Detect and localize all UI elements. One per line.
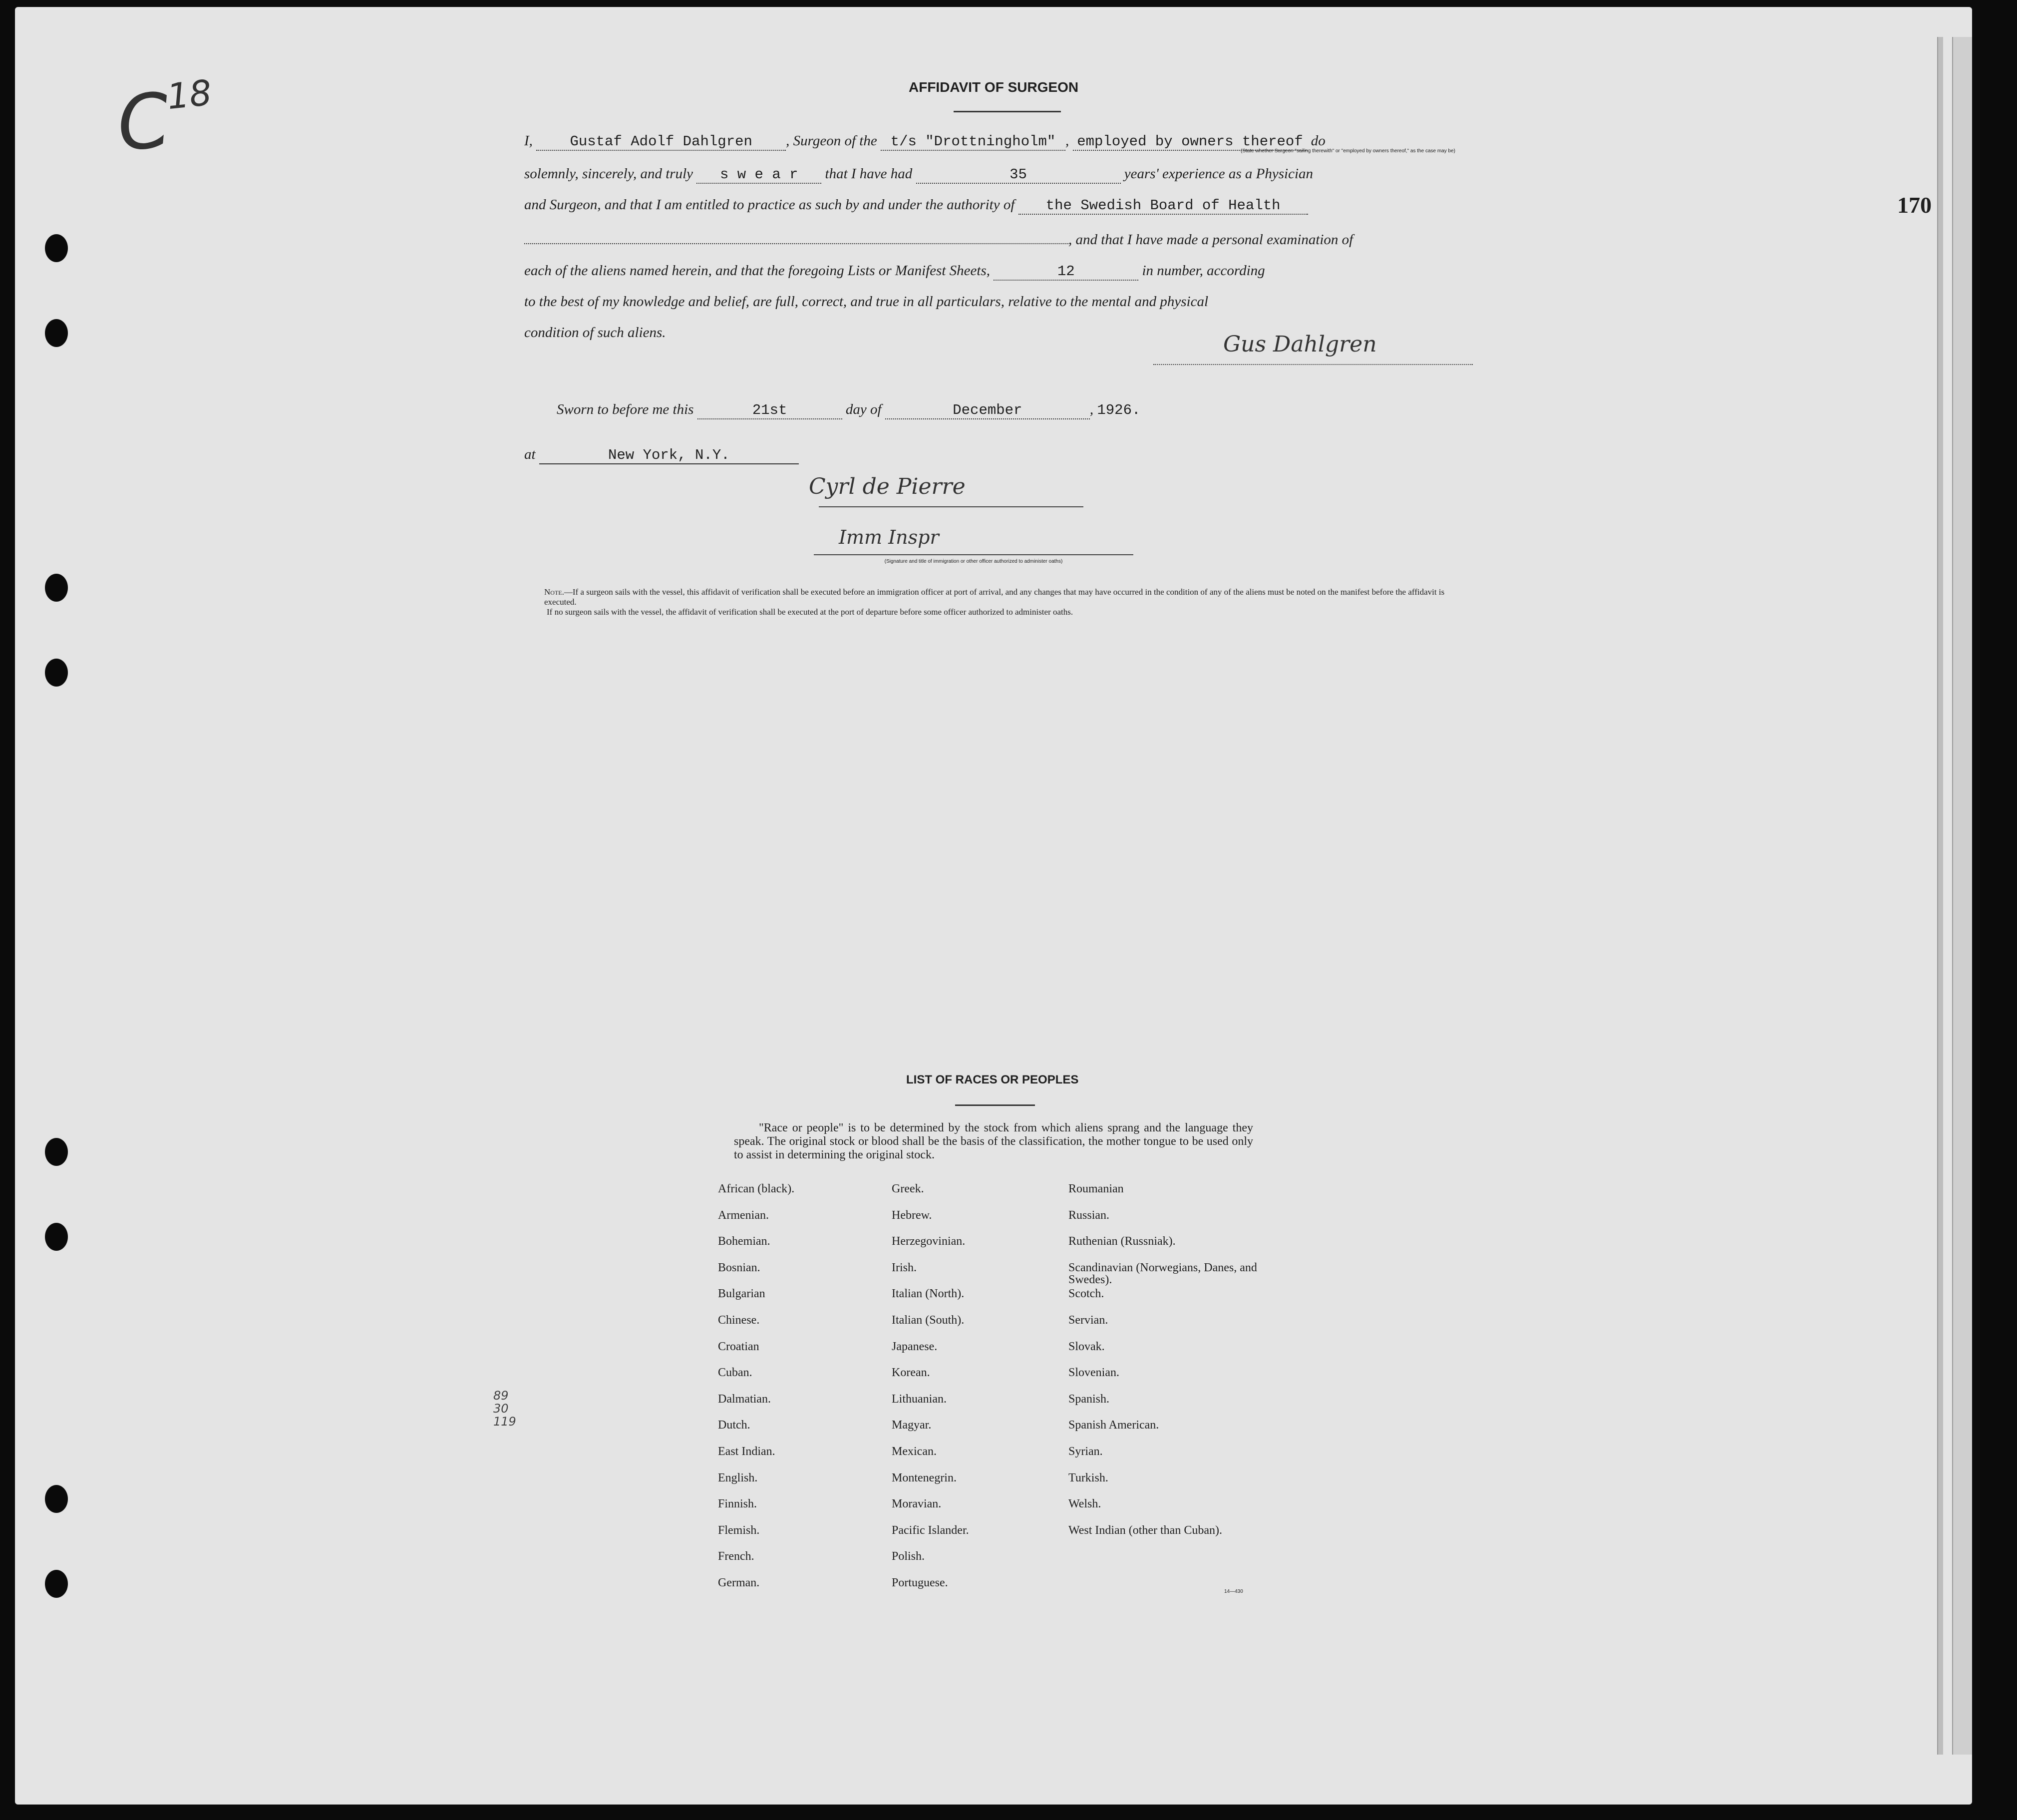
race-item: Armenian.: [718, 1208, 769, 1222]
day-field: 21st: [697, 402, 842, 419]
affidavit-line-3: and Surgeon, and that I am entitled to practice as such by and under the authority of the Swedish Board of Health: [524, 197, 1473, 215]
race-item: Lithuanian.: [892, 1392, 947, 1406]
race-item: Bohemian.: [718, 1235, 770, 1248]
race-item: Flemish.: [718, 1523, 760, 1537]
document-sheet: [15, 7, 1972, 1805]
race-item: Montenegrin.: [892, 1471, 957, 1484]
race-item: Cuban.: [718, 1366, 752, 1380]
month-field: December: [885, 402, 1090, 419]
affidavit-title: AFFIDAVIT OF SURGEON: [909, 79, 1079, 95]
race-item: Servian.: [1068, 1313, 1108, 1327]
margin-handwritten-note: $C^{18}$: [113, 72, 214, 169]
race-item: Bulgarian: [718, 1287, 765, 1301]
races-rule: [955, 1104, 1035, 1106]
sworn-line: Sworn to before me this 21st day of December , 1926.: [557, 401, 1141, 418]
race-item: Korean.: [892, 1366, 930, 1380]
race-item: Dutch.: [718, 1419, 750, 1432]
punch-hole: [45, 1485, 68, 1513]
page-stack-edge: [1952, 37, 1972, 1755]
race-item: Magyar.: [892, 1419, 932, 1432]
races-column-2: [892, 1183, 1056, 1603]
affidavit-line-7: condition of such aliens.: [524, 325, 666, 341]
race-item: Scandinavian (Norwegians, Danes, and Swedes).: [1068, 1261, 1257, 1286]
race-item: Croatian: [718, 1340, 759, 1353]
race-item: Finnish.: [718, 1497, 757, 1511]
race-item: Slovak.: [1068, 1340, 1105, 1353]
page-number: 170: [1897, 192, 1932, 218]
affidavit-line-4: , and that I have made a personal examination of: [524, 232, 1473, 248]
punch-hole: [45, 574, 68, 602]
surgeon-signature: Gus Dahlgren: [1223, 332, 1377, 357]
oath-field: s w e a r: [696, 166, 821, 184]
race-item: Italian (North).: [892, 1287, 965, 1301]
year-field: 1926.: [1097, 402, 1141, 418]
race-item: Moravian.: [892, 1497, 942, 1511]
officer-caption: (Signature and title of immigration or other officer authorized to administer oaths): [884, 559, 1063, 564]
race-item: Roumanian: [1068, 1182, 1124, 1195]
race-item: Scotch.: [1068, 1287, 1104, 1301]
authority-continuation-field: [524, 243, 1068, 244]
surgeon-name-field: Gustaf Adolf Dahlgren: [536, 133, 786, 151]
officer-title-signature: Imm Inspr: [839, 526, 939, 548]
officer-signature: Cyrl de Pierre: [809, 474, 966, 499]
officer-title-line: [814, 554, 1133, 555]
race-item: Spanish.: [1068, 1392, 1110, 1406]
race-item: Turkish.: [1068, 1471, 1108, 1484]
title-rule: [954, 111, 1061, 112]
employment-hint: (State whether Surgeon "sailing therewith" or "employed by owners thereof," as the case may be): [1241, 148, 1455, 154]
authority-field: the Swedish Board of Health: [1018, 197, 1308, 215]
race-item: Dalmatian.: [718, 1392, 771, 1406]
pencil-tally-value: 30: [493, 1402, 509, 1416]
race-item: Portuguese.: [892, 1576, 948, 1589]
punch-hole: [45, 659, 68, 687]
sheets-count-field: 12: [994, 263, 1138, 281]
punch-hole: [45, 1570, 68, 1598]
race-item: Mexican.: [892, 1445, 937, 1458]
affidavit-line-5: each of the aliens named herein, and that the foregoing Lists or Manifest Sheets, 12 in number, according: [524, 263, 1265, 280]
race-item: Chinese.: [718, 1313, 760, 1327]
affidavit-line-2: solemnly, sincerely, and truly s w e a r that I have had 35 years' experience as a Physician: [524, 166, 1314, 183]
affidavit-note: Note.—If a surgeon sails with the vessel, this affidavit of verification shall be executed before an immigration officer at port of arrival, and any changes that may have occurred in the condition of any of the aliens must be noted on the manifest before the affidavit is executed. If no surgeon sails with the vessel, the affidavit of verification shall be executed at the port of departure before some officer authorized to administer oaths.: [544, 587, 1445, 617]
race-item: Russian.: [1068, 1208, 1110, 1222]
race-item: Welsh.: [1068, 1497, 1101, 1511]
form-code: 14—430: [1224, 1589, 1243, 1594]
affidavit-line-6: to the best of my knowledge and belief, are full, correct, and true in all particulars, relative to the mental and physical: [524, 294, 1209, 310]
race-item: African (black).: [718, 1182, 795, 1195]
race-item: French.: [718, 1550, 754, 1563]
race-item: Bosnian.: [718, 1261, 760, 1274]
race-item: Japanese.: [892, 1340, 938, 1353]
officer-signature-line: [819, 506, 1083, 507]
races-column-1: [718, 1183, 883, 1603]
race-item: Italian (South).: [892, 1313, 965, 1327]
race-item: German.: [718, 1576, 760, 1589]
punch-hole: [45, 1223, 68, 1251]
place-line: at New York, N.Y.: [524, 446, 1473, 464]
race-item: Spanish American.: [1068, 1419, 1159, 1432]
race-item: West Indian (other than Cuban).: [1068, 1523, 1222, 1537]
punch-hole: [45, 1138, 68, 1166]
place-field: New York, N.Y.: [539, 447, 799, 464]
race-item: Polish.: [892, 1550, 925, 1563]
pencil-tally-value: 89: [493, 1389, 509, 1403]
race-item: Pacific Islander.: [892, 1523, 969, 1537]
ship-name-field: t/s "Drottningholm": [881, 133, 1065, 151]
pencil-tally: [493, 1389, 516, 1428]
race-item: Ruthenian (Russniak).: [1068, 1235, 1176, 1248]
affidavit-line-1: I, Gustaf Adolf Dahlgren , Surgeon of the t/s "Drottningholm" , employed by owners thereof do: [524, 133, 1326, 150]
races-intro: "Race or people" is to be determined by the stock from which aliens sprang and the language they speak. The original stock or blood shall be the basis of the classification, the mother tongue to be used only to assist in determining the original stock.: [734, 1121, 1253, 1161]
race-item: East Indian.: [718, 1445, 775, 1458]
punch-hole: [45, 319, 68, 347]
race-item: English.: [718, 1471, 758, 1484]
signature-line: [1153, 364, 1473, 365]
pencil-tally-value: 119: [493, 1415, 516, 1429]
race-item: Syrian.: [1068, 1445, 1103, 1458]
race-item: Hebrew.: [892, 1208, 932, 1222]
page-stack-edge: [1937, 37, 1943, 1755]
race-item: Greek.: [892, 1182, 924, 1195]
punch-hole: [45, 234, 68, 262]
race-item: Irish.: [892, 1261, 917, 1274]
races-column-3: [1068, 1183, 1258, 1550]
race-item: Herzegovinian.: [892, 1235, 966, 1248]
years-field: 35: [916, 166, 1121, 184]
race-item: Slovenian.: [1068, 1366, 1119, 1380]
races-title: LIST OF RACES OR PEOPLES: [906, 1073, 1079, 1087]
employment-field: employed by owners thereof: [1073, 133, 1308, 151]
